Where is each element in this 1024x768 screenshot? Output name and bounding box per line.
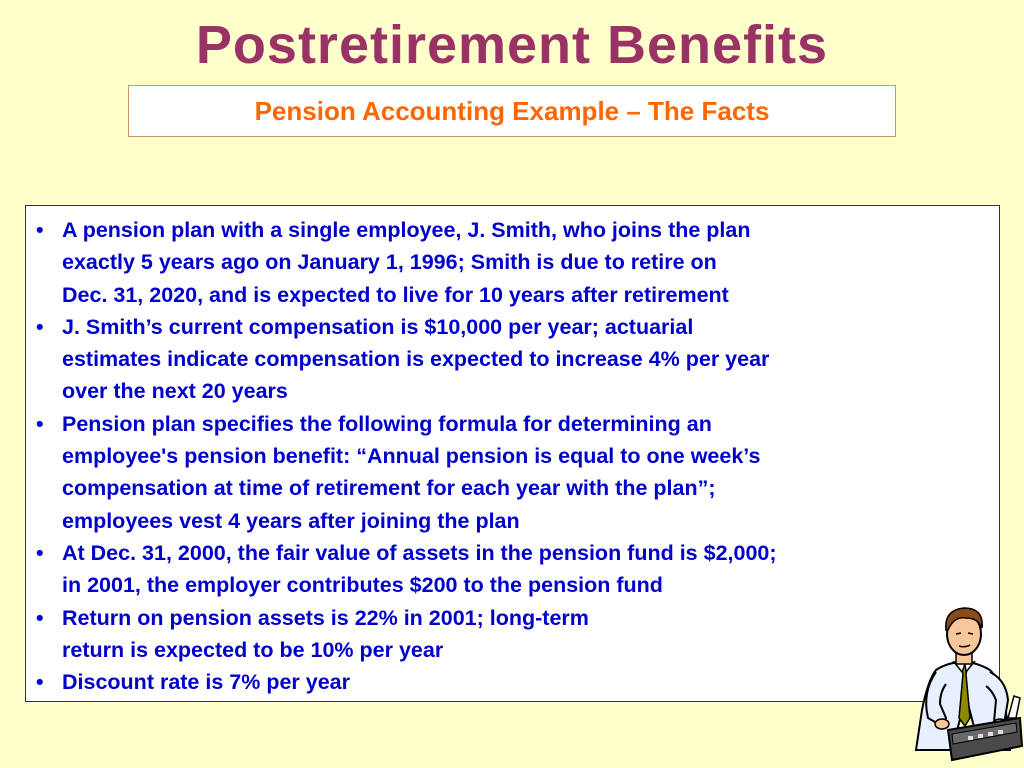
bullet-line: Return on pension assets is 22% in 2001; long-term bbox=[62, 605, 589, 630]
bullet-dot: • bbox=[36, 411, 44, 436]
bullet-line: exactly 5 years ago on January 1, 1996; Smith is due to retire on bbox=[62, 250, 717, 275]
bullet-line: Discount rate is 7% per year bbox=[62, 670, 350, 695]
bullet-line: At Dec. 31, 2000, the fair value of assets in the pension fund is $2,000; bbox=[62, 540, 777, 565]
bullet-dot: • bbox=[36, 314, 44, 339]
slide-subtitle: Pension Accounting Example – The Facts bbox=[254, 95, 770, 126]
bullet-line: compensation at time of retirement for each year with the plan”; bbox=[62, 476, 716, 501]
subtitle-box bbox=[128, 85, 896, 137]
bullet-list bbox=[36, 214, 989, 698]
bullet-dot: • bbox=[36, 218, 44, 242]
bullet-item bbox=[36, 408, 989, 537]
bullet-line: Pension plan specifies the following formula for determining an bbox=[62, 411, 712, 436]
bullet-dot: • bbox=[36, 540, 44, 565]
bullet-item bbox=[36, 311, 989, 408]
bullet-line: A pension plan with a single employee, J. Smith, who joins the plan bbox=[62, 218, 751, 242]
bullet-line: estimates indicate compensation is expected to increase 4% per year bbox=[62, 347, 770, 372]
bullet-item bbox=[36, 537, 989, 602]
bullet-line: employees vest 4 years after joining the plan bbox=[62, 508, 520, 533]
bullet-item bbox=[36, 214, 989, 311]
bullet-item bbox=[36, 602, 989, 667]
bullet-item bbox=[36, 666, 989, 698]
slide-title: Postretirement Benefits bbox=[195, 15, 829, 75]
bullet-dot: • bbox=[36, 670, 44, 695]
bullet-line: employee's pension benefit: “Annual pension is equal to one week’s bbox=[62, 444, 761, 469]
businessman-with-adding-machine-icon bbox=[908, 600, 1024, 768]
bullet-line: J. Smith’s current compensation is $10,000 per year; actuarial bbox=[62, 314, 694, 339]
bullet-line: Dec. 31, 2020, and is expected to live for 10 years after retirement bbox=[62, 282, 729, 307]
bullet-line: in 2001, the employer contributes $200 to the pension fund bbox=[62, 573, 663, 598]
bullet-line: return is expected to be 10% per year bbox=[62, 637, 444, 662]
bullet-dot: • bbox=[36, 605, 44, 630]
bullet-line: over the next 20 years bbox=[62, 379, 288, 404]
content-box bbox=[25, 205, 1000, 702]
